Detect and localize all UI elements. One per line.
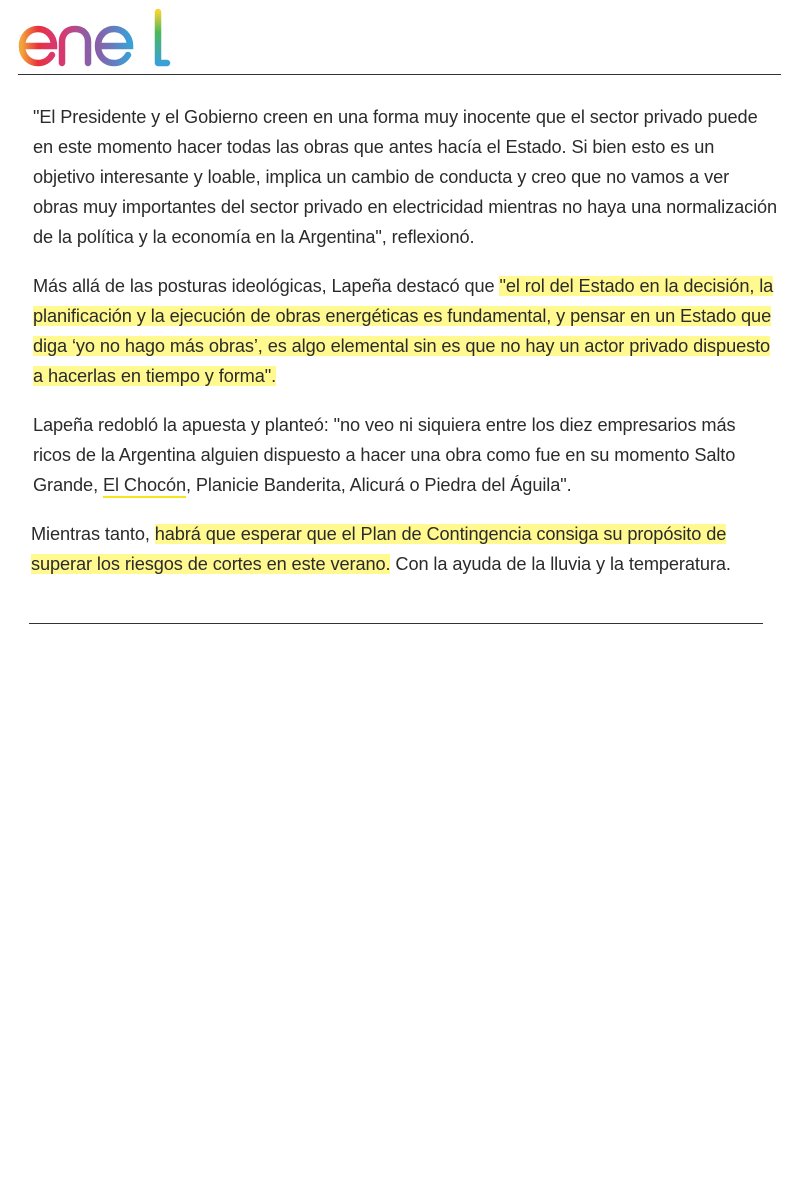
paragraph-3 [33, 410, 778, 500]
highlighted-sentence: habrá que esperar que el Plan de Contingencia consiga su propósito de superar los riesgos de cortes en este verano. [31, 524, 727, 574]
paragraph-2 [33, 271, 778, 391]
enel-logo-icon [18, 8, 173, 68]
article-end-divider [29, 623, 763, 624]
el-chocon-link[interactable]: El Chocón [103, 475, 186, 498]
paragraph-4-tail: Con la ayuda de la lluvia y la temperatura. [390, 554, 731, 574]
header-divider [18, 74, 781, 75]
paragraph-3-lead: Lapeña redobló la apuesta y planteó: "no veo ni siquiera entre los diez empresarios más ricos de la Argentina alguien dispuesto a hacer una obra como fue en su momento Salto Grande, [33, 415, 736, 495]
enel-logo[interactable] [18, 8, 173, 68]
paragraph-4-lead: Mientras tanto, [31, 524, 155, 544]
paragraph-2-lead: Más allá de las posturas ideológicas, Lapeña destacó que [33, 276, 500, 296]
paragraph-1-text: "El Presidente y el Gobierno creen en una forma muy inocente que el sector privado puede en este momento hacer todas las obras que antes hacía el Estado. Si bien esto es un objetivo interesante y loable, implica un cambio de conducta y creo que no vamos a ver obras muy importantes del sector privado en electricidad mientras no haya una normalización de la política y la economía en la Argentina", reflexionó. [33, 107, 778, 247]
highlighted-quote: "el rol del Estado en la decisión, la planificación y la ejecución de obras energéticas es fundamental, y pensar en un Estado que diga ‘yo no hago más obras’, es algo elemental sin es que no hay un actor privado dispuesto a hacerlas en tiempo y forma". [33, 276, 774, 386]
paragraph-1 [33, 102, 778, 252]
paragraph-4 [31, 519, 778, 579]
article-body [33, 102, 778, 598]
paragraph-3-tail: , Planicie Banderita, Alicurá o Piedra del Águila". [186, 475, 572, 495]
site-header [18, 0, 781, 75]
